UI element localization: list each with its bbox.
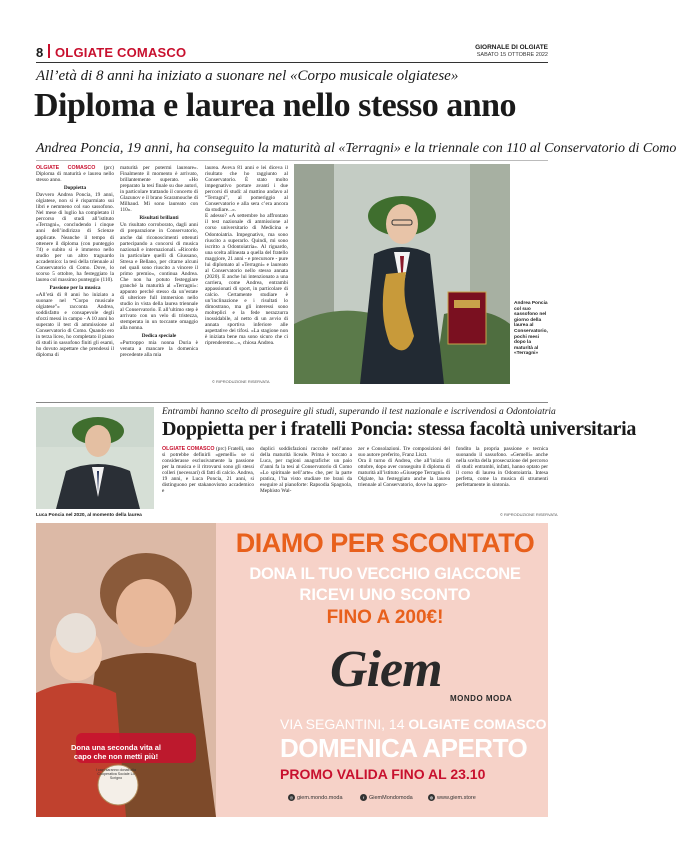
paragraph: laurea. Aveva 81 anni e lei diceva il risultato che ho raggiunto al Conservatorio. È stato molto impegnativo portare avanti i due percorsi di studi: al mattino andavo al “Terragni”, al pomeriggio al Conservatorio e alla sera c’era ancora da studiare...». E adesso? «A settembre ho affrontato il test nazionale di ammissione al corso universitario di Medicina e Odontoiatria. Impegnativo, ma sono riuscito a superarlo. Quindi, mi sono iscritto a Odontoiatria». Al riguardo, una scelta allineata a quella del fratello maggiore, 21 anni - e precursore - pure lui diplomato al «Terragni» e laureato al Conservatorio nello stesso annata (2020). E anche lui intenzionato a una carriera, come Andrea, entrambi appassionati di sport, in particolare di calcio. Certamente studiare è un’inclinazione e i risultati lo dimostrano, ma gli interessi sono molteplici e la fede nerazzurra inossidabile, al netto di un avvio di annata sportiva inferiore alle aspettative dei tifosi. «La stagione non è iniziata bene ma sono sicuro che ci riprenderemo...», chiosa Andrea. [205, 165, 288, 347]
article2-column-2 [260, 446, 352, 494]
sunday-open: DOMENICA APERTO [280, 733, 528, 763]
location-tag: OLGIATE COMASCO [36, 165, 96, 171]
photo-caption-luca: Luca Poncia nel 2020, al momento della laurea [36, 513, 142, 518]
paragraph: «Purtroppo mia nonna Duria è venuta a mancare la domenica precedente alla mia [120, 340, 198, 359]
paragraph: Andrea, 19 anni, e Luca Poncia, 21 anni, si distinguono per stakanovismo accademico e [162, 470, 254, 495]
section-divider [48, 44, 50, 58]
paragraph: maturità per potermi laureare». Finalmente il momento è arrivato, brillantemente superato. «Ho preparato la tesi finale su due autori, in particolare trattando il concerto di Glazunov e il brano Scaramouche di Milhaud. Mi sono laureato con 110». [120, 165, 198, 214]
article-kicker: All’età di 8 anni ha iniziato a suonare nel «Corpo musicale olgiatese» [36, 68, 459, 84]
article-column-2 [120, 165, 198, 358]
copyright-credit-2: © RIPRODUZIONE RISERVATA [500, 512, 558, 517]
article2-column-1 [162, 446, 254, 494]
street: VIA SEGANTINI, 14 [280, 716, 405, 732]
article-separator [36, 402, 548, 403]
article2-kicker: Entrambi hanno scelto di proseguire gli studi, superando il test nazionale e iscrivendosi a Odontoiatria [162, 407, 556, 417]
subheading: Passione per la musica [49, 284, 101, 291]
ad-headline: DIAMO PER SCONTATO [235, 528, 535, 558]
luca-photo-illustration [36, 407, 154, 509]
social-handle: GiemMondomoda [369, 794, 413, 801]
paragraph: duplici soddisfazioni raccolte nell’anno della maturità liceale. Prima è toccato a Luca, per ragioni anagrafiche: un paio d’anni fa la tesi al Conservatorio di Como «Lo spirituale nell’arte» che, per la parte pratica, l’ha visto studiare tre brani da eseguire al pianoforte: Rapsodia Spagnola, Mephisto Wal- [260, 446, 352, 495]
facebook-icon: f [360, 794, 367, 801]
ad-line-4: FINO A 200€! [326, 607, 444, 628]
globe-icon: ◍ [429, 795, 434, 800]
ad-line-3: RICEVI UNO SCONTO [299, 586, 471, 604]
subheading: Doppietta [63, 185, 87, 192]
copyright-credit: © RIPRODUZIONE RISERVATA [212, 379, 270, 384]
issue-date: SABATO 15 OTTOBRE 2022 [476, 52, 548, 58]
brand-logo: Giem [330, 641, 442, 698]
paragraph: (prc) Fratelli, uno si potrebbe definirli «gemelli» se si considerasse esclusivamente la passione per la musica e il ritrovarsi sono gli stessi colleri (necessari) di fatti di calcio. [162, 446, 254, 477]
section-title: OLGIATE COMASCO [55, 45, 187, 60]
article-subhead: Andrea Poncia, 19 anni, ha conseguito la maturità al «Terragni» e la triennale con 110 al Conservatorio di Como [36, 141, 676, 156]
location-tag: OLGIATE COMASCO [162, 446, 215, 452]
social-website[interactable] [428, 794, 476, 801]
subheading: Dedica speciale [141, 333, 177, 340]
social-instagram[interactable] [288, 794, 343, 801]
newspaper-name: GIORNALE DI OLGIATE [475, 44, 548, 51]
lead-text: (prc) Diploma di maturità e laurea nello stesso anno. [36, 165, 114, 184]
subheading: Risultati brillanti [139, 215, 179, 222]
paragraph: zer e Consolazioni. Tre composizioni del suo autore preferito, Franz Liszt. Ora il turno di Andrea, che all’inizio di ottobre, dopo aver conseguito il diploma di maturità all’istituto «Giuseppe Terragni» di Olgiate, ha festeggiato anche la laurea triennale al Conservatorio, dove ha appro- [358, 446, 450, 489]
subhead-rule [36, 160, 548, 161]
paragraph: Davvero Andrea Poncia, 19 anni, olgiatese, non si è risparmiato sui libri e nemmeno col suo sassofono. Nel mese di luglio ha completato il percorso di studi all’istituto «Terragni», concludendo i cinque anni dell’indirizzo di Scienze applicate. Neanche il tempo di ottenere il diploma (con punteggio 74) e subito si è immerso nello studio per un altro traguardo accademico: la tesi della triennale al Conservatorio di Como. Dove, lo scorso 5 ottobre, ha festeggiato la laurea col massimo punteggio (110). [36, 192, 114, 283]
store-address [280, 716, 547, 732]
header-rule [36, 62, 548, 63]
donation-slogan: Dona una seconda vita al capo che non metti più! [70, 743, 162, 761]
ad-line-2: DONA IL TUO VECCHIO GIACCONE [249, 565, 521, 583]
saxophone-photo [294, 164, 510, 384]
social-facebook[interactable] [360, 794, 413, 801]
paragraph: «All’età di 8 anni ho iniziato a suonare nel “Corpo musicale olgiatese”» racconta Andrea, soddisfatto e consapevole degli sforzi messi in campo - A 10 anni ho superato il test di ammissione al Conservatorio di Como. Quando ero in terza liceo, ho completato il piano di studi in sassofono finiti gli esami, ho dovuto aspettare che prendessi il diploma di [36, 291, 114, 359]
article-column-3 [205, 165, 288, 346]
luca-photo [36, 407, 154, 509]
social-handle: giem.mondo.moda [297, 794, 343, 801]
article-headline: Diploma e laurea nello stesso anno [34, 87, 517, 124]
article2-column-3 [358, 446, 450, 488]
instagram-icon: ◎ [289, 795, 294, 800]
article2-column-4 [456, 446, 548, 488]
promo-validity: PROMO VALIDA FINO AL 23.10 [280, 766, 486, 782]
paragraph: Un risultato corroborato, dagli anni di preparazione in Conservatorio, anche dai riconoscimenti ottenuti partecipando a concorsi di musica nazionali e internazionali. «Ricordo in particolare quelli di Giussano, Stresa e Bellano, per citarne alcuni nel quali sono riuscito a vincere il primo premio», continua Andrea. Che non ha potuto festeggiare granché la maturità al «Terragni»: appunto perché stesso da un’estate di ulteriore full immersion nello studio in vista della laurea triennale al Conservatorio. E all’ultimo step è arrivato con un velo di tristezza, stemperata in un toccante omaggio alla nonna. [120, 222, 198, 332]
page-number: 8 [36, 45, 44, 60]
article-column-1 [36, 165, 114, 358]
social-handle: www.giem.store [437, 794, 476, 801]
caption-text: Andrea Poncia col suo sassofono nel giorno della laurea al Conservatorio, pochi mesi dopo la maturità al «Terragni» [514, 301, 548, 357]
photo-caption [514, 301, 550, 357]
paragraph: fondito la propria passione e tecnica suonando il sassofono. «Gemelli» anche nella scelta della prosecuzione del percorso di studi: entrambi, infatti, hanno optato per il corso di laurea in Odontoiatria. Intesa perfetta, come la musica di strumenti perfettamente in sintonia. [456, 446, 548, 489]
charity-badge: I capi saranno donati alla Cooperativa Sociale Lo Scrigno [96, 768, 136, 781]
brand-tagline: MONDO MODA [450, 694, 513, 703]
article2-headline: Doppietta per i fratelli Poncia: stessa facoltà universitaria [162, 418, 637, 440]
city: OLGIATE COMASCO [408, 716, 547, 732]
saxophone-photo-illustration [294, 164, 510, 384]
